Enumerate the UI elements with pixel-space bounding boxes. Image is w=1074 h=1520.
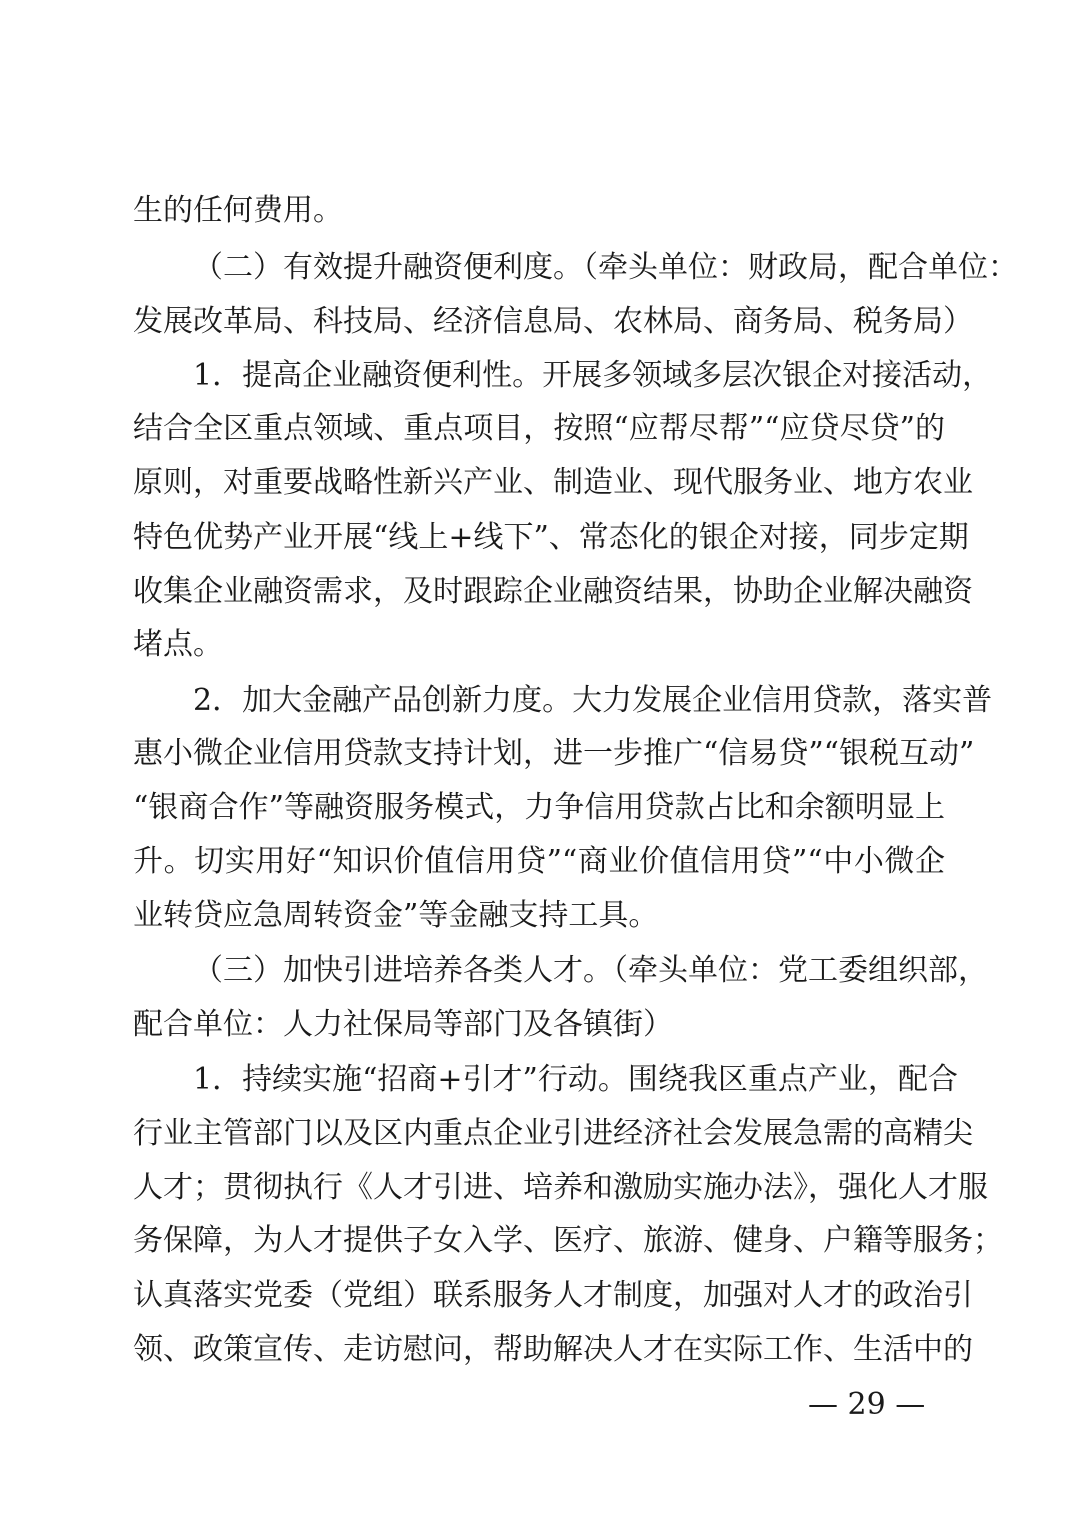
paragraph-line: 结合全区重点领域、重点项目，按照“应帮尽帮”“应贷尽贷”的	[133, 411, 945, 446]
paragraph-line: 行业主管部门以及区内重点企业引进经济社会发展急需的高精尖	[133, 1116, 973, 1151]
paragraph-line: 1．持续实施“招商+引才”行动。围绕我区重点产业，配合	[193, 1062, 958, 1097]
paragraph-line: 1．提高企业融资便利性。开展多领域多层次银企对接活动，	[193, 358, 993, 393]
section-heading: （三）加快引进培养各类人才。（牵头单位：党工委组织部，	[193, 953, 988, 988]
paragraph-line: 2．加大金融产品创新力度。大力发展企业信用贷款，落实普	[193, 683, 993, 718]
paragraph-line: 务保障，为人才提供子女入学、医疗、旅游、健身、户籍等服务；	[133, 1223, 1003, 1258]
paragraph-line: “银商合作”等融资服务模式，力争信用贷款占比和余额明显上	[133, 790, 945, 825]
paragraph-line: 人才；贯彻执行《人才引进、培养和激励实施办法》，强化人才服	[133, 1170, 988, 1205]
page-number: — 29 —	[808, 1387, 926, 1422]
paragraph-line: 堵点。	[133, 627, 223, 662]
text-line: 生的任何费用。	[133, 193, 343, 228]
paragraph-line: 特色优势产业开展“线上+线下”、常态化的银企对接，同步定期	[133, 520, 969, 555]
paragraph-line: 认真落实党委（党组）联系服务人才制度，加强对人才的政治引	[133, 1278, 973, 1313]
paragraph-line: 收集企业融资需求，及时跟踪企业融资结果，协助企业解决融资	[133, 574, 973, 609]
paragraph-line: 升。切实用好“知识价值信用贷”“商业价值信用贷”“中小微企	[133, 844, 945, 879]
section-heading: （二）有效提升融资便利度。（牵头单位：财政局，配合单位：	[193, 250, 1018, 285]
paragraph-line: 原则，对重要战略性新兴产业、制造业、现代服务业、地方农业	[133, 465, 973, 500]
section-heading-continued: 发展改革局、科技局、经济信息局、农林局、商务局、税务局）	[133, 304, 973, 339]
section-heading-continued: 配合单位：人力社保局等部门及各镇街）	[133, 1007, 673, 1042]
paragraph-line: 业转贷应急周转资金”等金融支持工具。	[133, 898, 659, 933]
paragraph-line: 领、政策宣传、走访慰问，帮助解决人才在实际工作、生活中的	[133, 1332, 973, 1367]
paragraph-line: 惠小微企业信用贷款支持计划，进一步推广“信易贷”“银税互动”	[133, 736, 975, 771]
